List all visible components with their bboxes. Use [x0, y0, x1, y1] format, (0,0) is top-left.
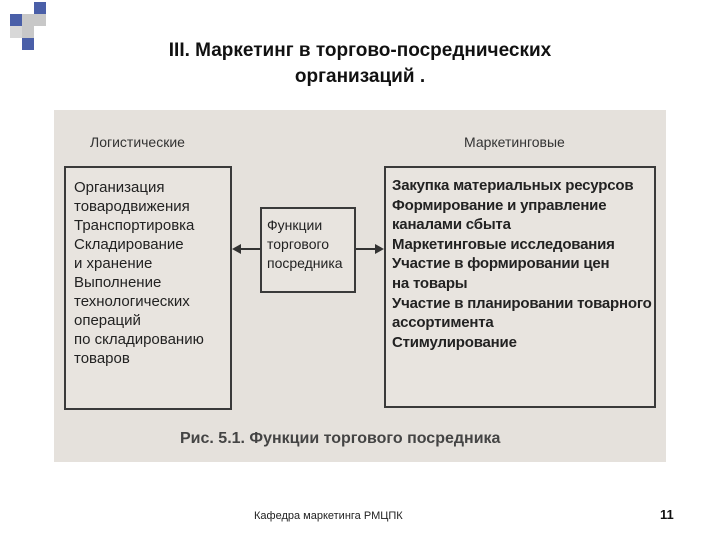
logistic-line: Транспортировка — [74, 217, 195, 234]
corner-square-blue — [10, 14, 22, 26]
figure-caption: Рис. 5.1. Функции торгового посредника — [180, 430, 501, 447]
marketing-line: Участие в планировании товарного — [392, 294, 652, 312]
logistic-line: операций — [74, 312, 141, 329]
logistic-line: товародвижения — [74, 198, 190, 215]
corner-square-gray — [22, 14, 34, 26]
title-line-1: III. Маркетинг в торгово-посреднических — [168, 40, 552, 61]
marketing-heading: Маркетинговые — [464, 134, 565, 150]
marketing-line: Закупка материальных ресурсов — [392, 177, 634, 194]
left-arrow-icon — [232, 242, 260, 256]
footer-text: Кафедра маркетинга РМЦПК — [254, 510, 403, 522]
slide-title — [80, 38, 640, 90]
diagram-figure — [54, 110, 666, 462]
center-line: посредника — [267, 255, 343, 271]
center-line: Функции — [267, 217, 323, 233]
marketing-functions-box — [384, 166, 656, 408]
marketing-line: Участие в формировании цен — [392, 255, 610, 273]
corner-square-gray — [34, 14, 46, 26]
marketing-line: ассортимента — [392, 314, 494, 332]
marketing-line: на товары — [392, 274, 468, 292]
logistic-line: и хранение — [74, 255, 153, 272]
logistic-functions-box — [64, 166, 232, 410]
corner-square-blue — [22, 38, 34, 50]
center-line: торгового — [267, 236, 330, 252]
marketing-line: Маркетинговые исследования — [392, 235, 615, 253]
logistic-line: Организация — [74, 179, 165, 196]
logistic-line: технологических — [74, 293, 190, 310]
logistic-heading: Логистические — [90, 134, 185, 150]
intermediary-functions-box — [260, 207, 356, 293]
logistic-line: по складированию — [74, 331, 204, 348]
logistic-line: Складирование — [74, 236, 184, 253]
marketing-line: каналами сбыта — [392, 216, 511, 234]
title-line-2: организаций . — [294, 66, 426, 87]
corner-square-blue — [34, 2, 46, 14]
logistic-line: Выполнение — [74, 274, 162, 291]
logistic-line: товаров — [74, 350, 130, 367]
corner-square-gray — [22, 26, 34, 38]
corner-square-gray — [10, 26, 22, 38]
marketing-line: Стимулирование — [392, 333, 517, 351]
right-arrow-icon — [356, 242, 384, 256]
marketing-line: Формирование и управление — [392, 196, 607, 214]
page-number: 11 — [660, 507, 674, 522]
